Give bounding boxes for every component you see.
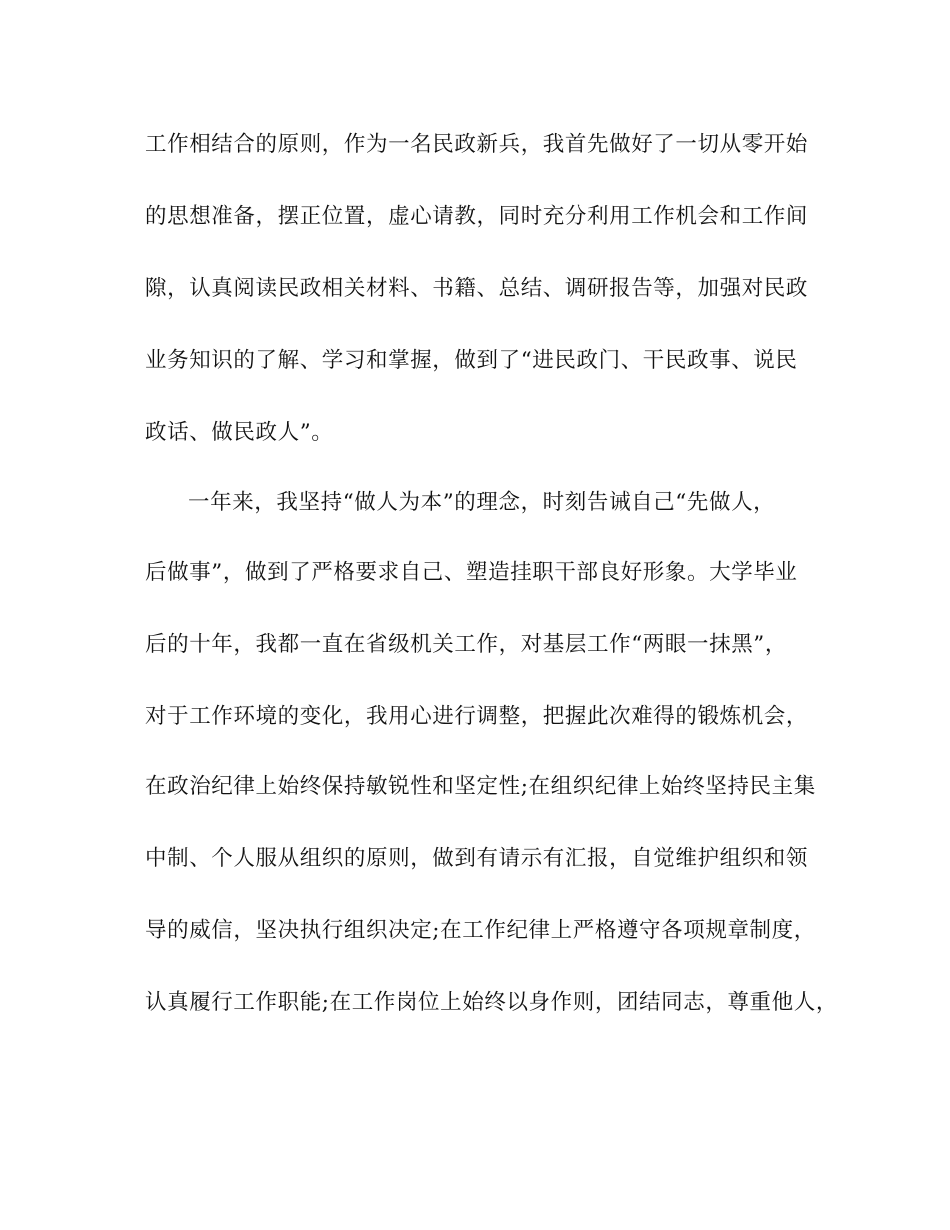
text-line: 中制、个人服从组织的原则，做到有请示有汇报，自觉维护组织和领 <box>145 846 809 871</box>
text-line: 工作相结合的原则，作为一名民政新兵，我首先做好了一切从零开始 <box>145 132 809 157</box>
text-line: 隙，认真阅读民政相关材料、书籍、总结、调研报告等，加强对民政 <box>145 276 809 301</box>
text-line: 政话、做民政人”。 <box>145 420 334 445</box>
text-line: 后做事”，做到了严格要求自己、塑造挂职干部良好形象。大学毕业 <box>145 560 798 585</box>
text-line: 在政治纪律上始终保持敏锐性和坚定性;在组织纪律上始终坚持民主集 <box>145 774 816 799</box>
text-line: 导的威信，坚决执行组织决定;在工作纪律上严格遵守各项规章制度， <box>145 918 816 943</box>
text-line: 一年来，我坚持“做人为本”的理念，时刻告诫自己“先做人， <box>188 490 776 515</box>
text-line: 认真履行工作职能;在工作岗位上始终以身作则，团结同志，尊重他人， <box>145 990 838 1015</box>
text-line: 后的十年，我都一直在省级机关工作，对基层工作“两眼一抹黑”， <box>145 632 787 657</box>
text-line: 对于工作环境的变化，我用心进行调整，把握此次难得的锻炼机会， <box>145 704 809 729</box>
text-line: 的思想准备，摆正位置，虚心请教，同时充分利用工作机会和工作间 <box>145 204 809 229</box>
text-line: 业务知识的了解、学习和掌握，做到了“进民政门、干民政事、说民 <box>145 348 798 373</box>
